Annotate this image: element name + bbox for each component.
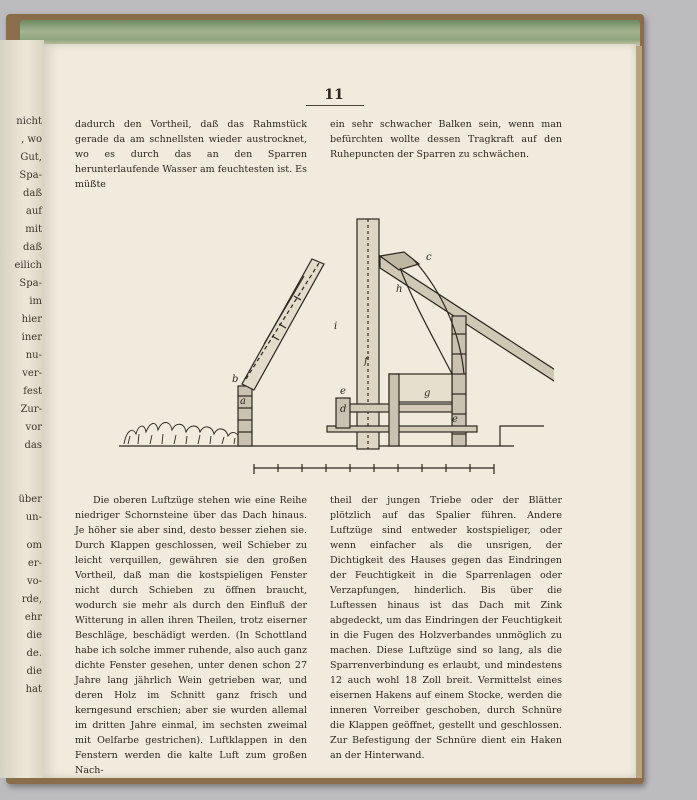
text-column-top-right (330, 117, 562, 162)
left-fragment: nicht (16, 116, 42, 127)
left-fragment: vor (25, 422, 42, 433)
figure-label-e-low: e (340, 386, 346, 397)
figure-label-a: a (240, 396, 246, 407)
left-fragment: mit (25, 224, 42, 235)
text-column-bottom-right (330, 493, 562, 763)
left-fragment: die (26, 630, 42, 641)
left-fragment: über (18, 494, 42, 505)
paragraph: Die oberen Luftzüge stehen wie eine Reihe niedriger Schornsteine über das Dach hinaus. Je höher sie aber sind, desto besser ziehen sie. Durch Klappen geschlossen, weil Schieber zu leicht verquillen, gewähren sie den großen Vortheil, daß man die kostspieligen Fenster nicht durch Schieben zu öffnen braucht, wodurch sie mehr als durch den Einfluß der Witterung in allen ihren Theilen, trotz eiserner Beschläge, beschädigt werden. (In Schottland habe ich solche immer ruhende, also auch ganz dichte Fenster gesehen, unter denen schon 27 Jahre lang jährlich Wein getrieben war, und deren Holz im Schnitt ganz frisch und kerngesund erschien; aber sie wurden allemal im dritten Jahre einmal, im sechsten zweimal mit Oelfarbe gestrichen). Luftklappen in den Fenstern werden die kalte Luft zum großen Nach- (75, 495, 307, 776)
figure-label-i: i (334, 321, 338, 332)
roof-back (380, 256, 554, 394)
left-fragment: ver- (22, 368, 42, 379)
figure-label-h: h (396, 284, 403, 295)
left-fragment: auf (25, 206, 42, 217)
left-fragment: Zur- (20, 404, 42, 415)
left-fragment: un- (25, 512, 42, 523)
text-column-bottom-left (75, 493, 307, 778)
book-page (44, 44, 636, 778)
left-fragment: iner (21, 332, 42, 343)
left-fragment: die (26, 666, 42, 677)
left-fragment: , wo (21, 134, 42, 145)
left-fragment: daß (22, 242, 42, 253)
left-fragment: nu- (25, 350, 42, 361)
figure-label-c: c (426, 252, 432, 263)
left-fragment: im (29, 296, 42, 307)
greenhouse-section-figure (114, 164, 554, 484)
left-fragment: hier (21, 314, 42, 325)
left-page-edge (0, 40, 44, 778)
left-fragment: de. (26, 648, 42, 659)
figure-drawing (114, 164, 554, 484)
left-fragment: ehr (24, 612, 42, 623)
left-fragment: das (24, 440, 42, 451)
figure-label-b: b (232, 374, 239, 385)
figure-label-g: g (424, 388, 431, 399)
shrub-icon (124, 423, 240, 445)
figure-label-d: d (340, 404, 347, 415)
paragraph: ein sehr schwacher Balken sein, wenn man befürchten wollte dessen Tragkraft auf den Ruhepuncten der Sparren zu schwächen. (330, 119, 562, 160)
front-wall-post (238, 386, 252, 446)
left-fragment: Gut, (20, 152, 42, 163)
glass-roof-front (242, 259, 324, 390)
page-fore-edge (636, 46, 642, 778)
paragraph: dadurch den Vortheil, daß das Rahmstück gerade da am schnellsten wieder austrocknet, wo es durch das an den Sparren herunterlaufende Wasser am feuchtesten ist. Es müßte (75, 119, 307, 190)
figure-label-e-right: e (452, 414, 458, 425)
left-fragment: vo- (26, 576, 42, 587)
page-number-rule (306, 105, 364, 106)
paragraph: theil der jungen Triebe oder der Blätter plötzlich auf das Spalier führen. Andere Luftzüge sind entweder kostspieliger, oder wenn einfacher als die unsrigen, der Dichtigkeit des Hauses gegen das Eindringen der Feuchtigkeit in die Sparrenlagen oder Verzapfungen, hinderlich. Bis über die Luftessen hinaus ist das Dach mit Zink abgedeckt, um das Eindringen der Feuchtigkeit in die Fugen des Holzverbandes unmöglich zu machen. Diese Luftzüge sind so lang, als die Sparrenverbindung es erlaubt, und mindestens 12 auch wohl 18 Zoll breit. Vermittelst eines eisernen Hakens auf einem Stocke, werden die inneren Vorreiber geschoben, durch Schnüre die Klappen geöffnet, gestellt und geschlossen. Zur Befestigung der Schnüre dient ein Haken an der Hinterwand. (330, 495, 562, 761)
left-fragment: hat (25, 684, 42, 695)
left-fragment: fest (23, 386, 42, 397)
left-fragment: Spa- (19, 278, 42, 289)
page-number: 11 (324, 87, 344, 103)
left-fragment: er- (27, 558, 42, 569)
left-fragment: Spa- (19, 170, 42, 181)
left-fragment: daß (22, 188, 42, 199)
figure-label-f: f (364, 356, 368, 367)
left-fragment: om (26, 540, 42, 551)
left-fragment: eilich (14, 260, 42, 271)
left-fragment: rde, (21, 594, 42, 605)
